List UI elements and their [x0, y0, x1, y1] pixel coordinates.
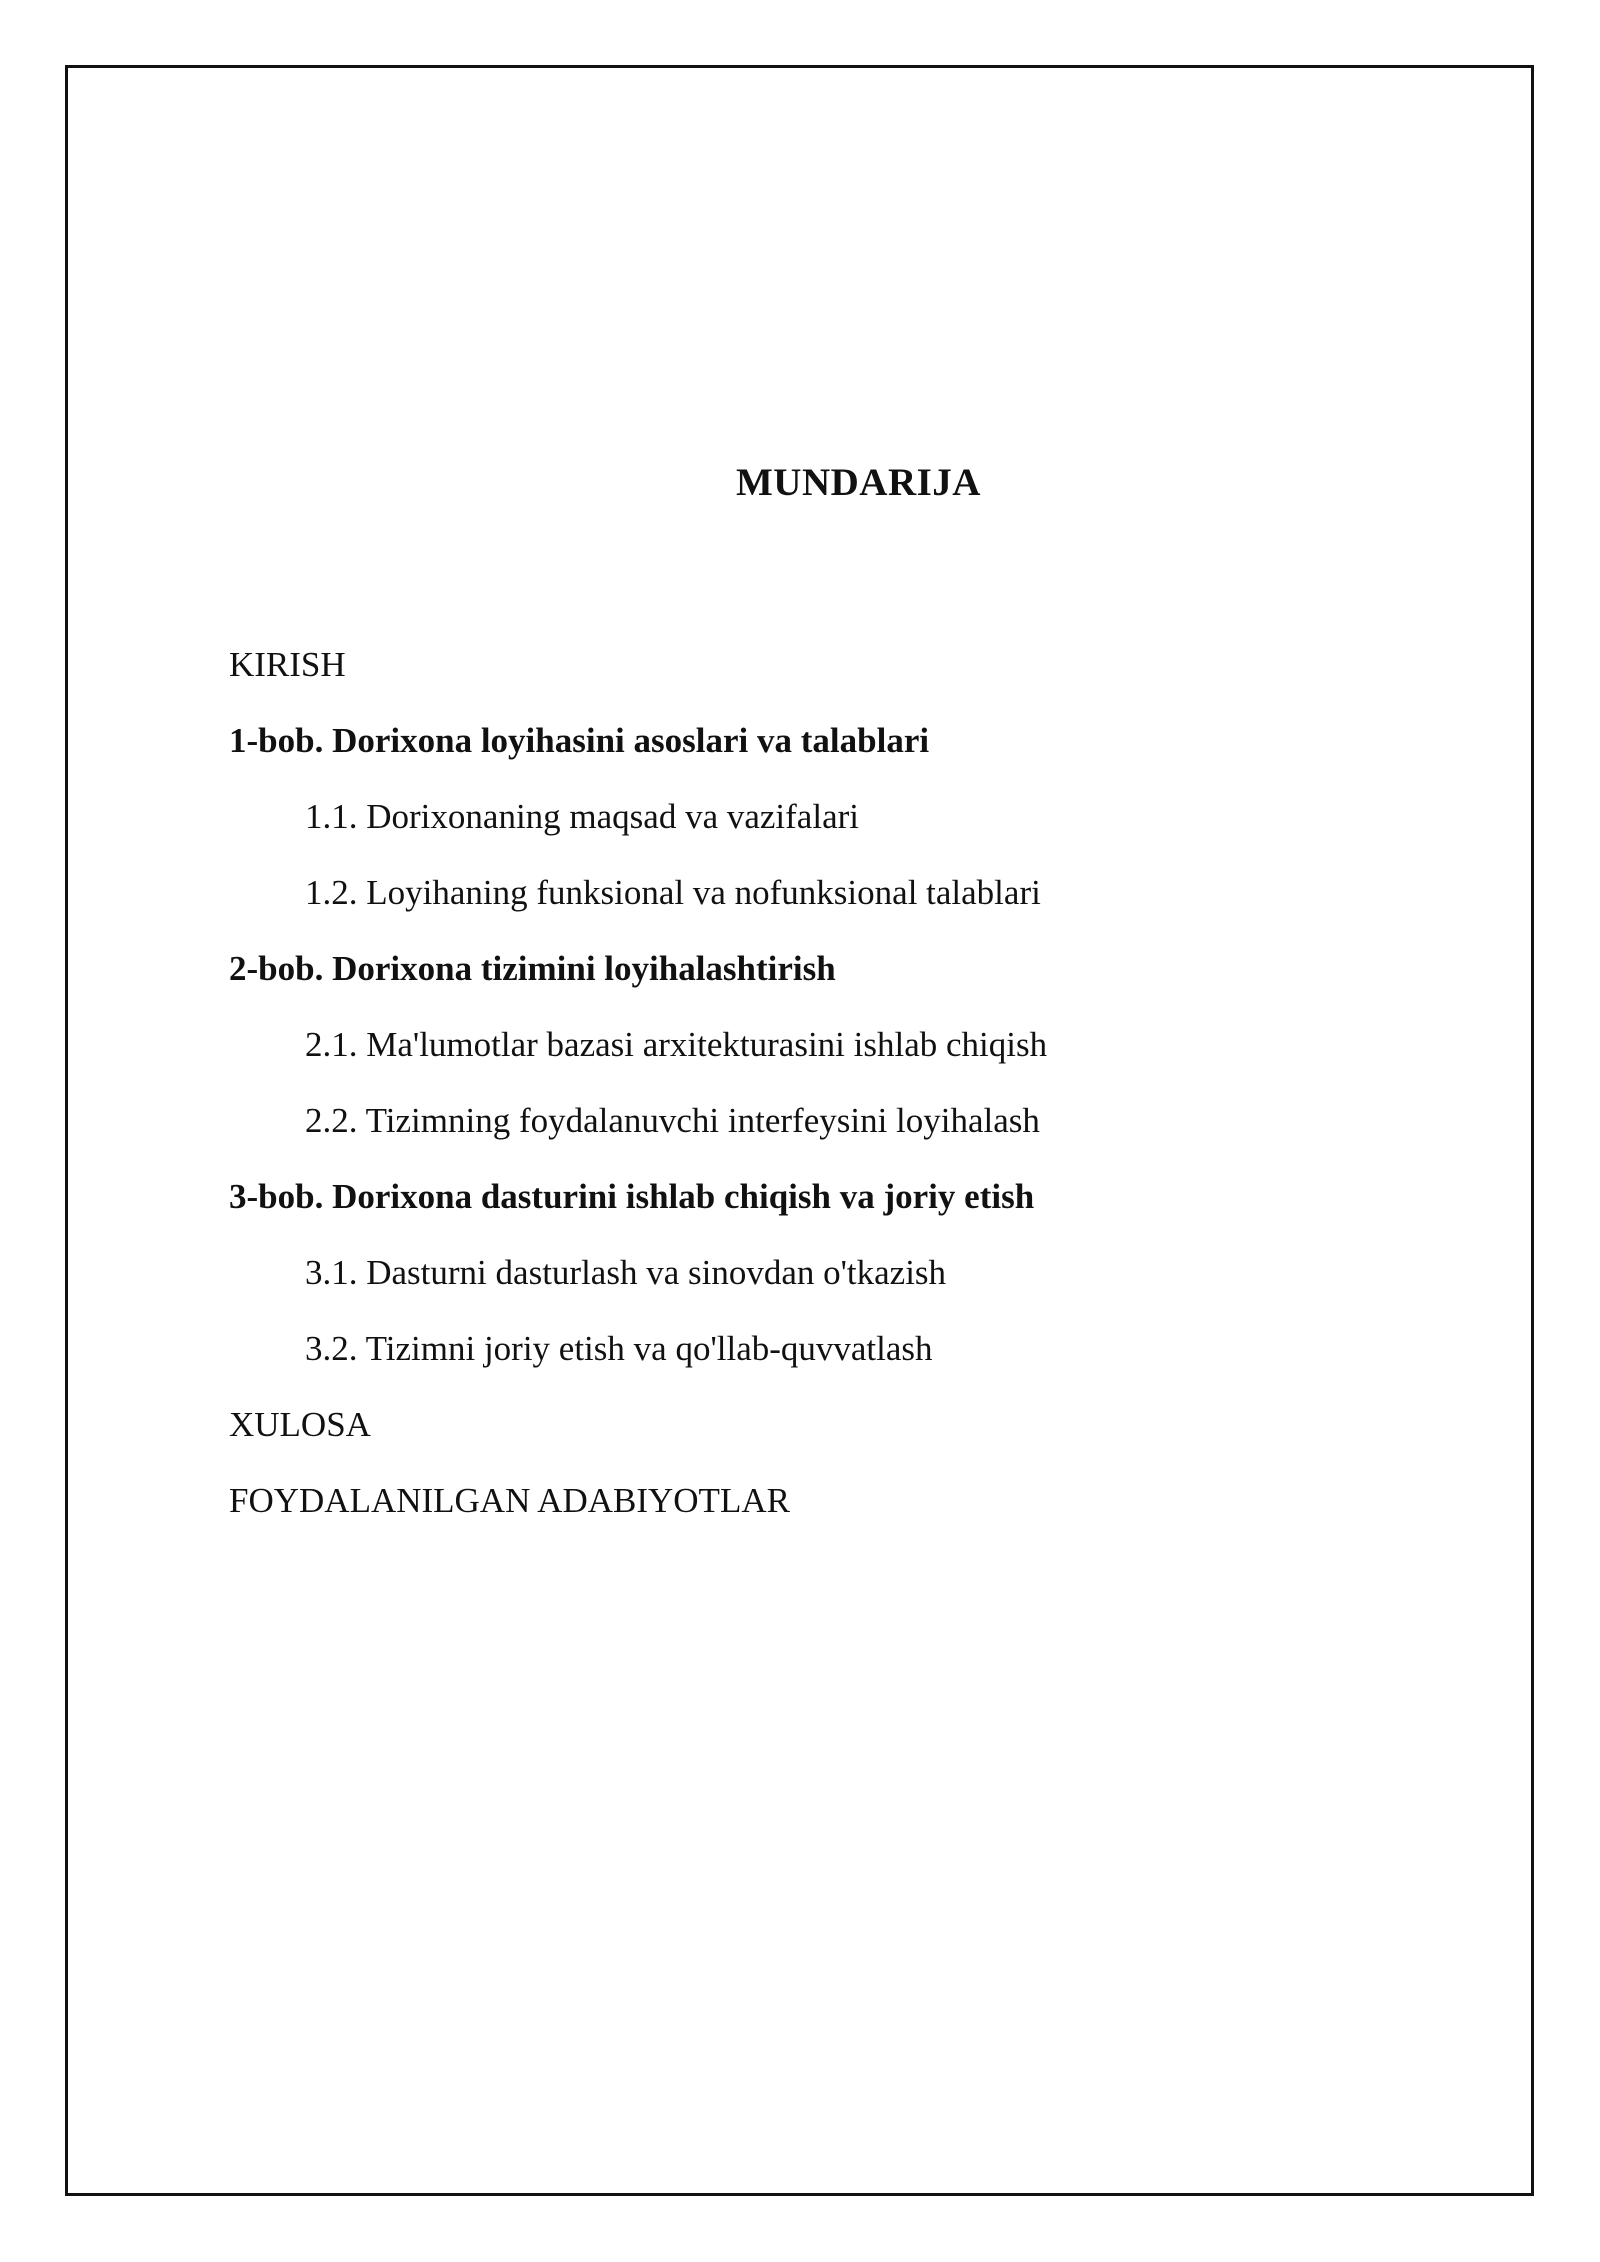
toc-section-2-1: 2.1. Ma'lumotlar bazasi arxitekturasini ishlab chiqish	[305, 1025, 1048, 1064]
toc-chapter-1: 1-bob. Dorixona loyihasini asoslari va talablari	[229, 721, 930, 760]
toc-section-1-2: 1.2. Loyihaning funksional va nofunksional talablari	[305, 873, 1041, 912]
toc-entry-conclusion: XULOSA	[229, 1405, 371, 1444]
table-of-contents	[229, 640, 1047, 1552]
toc-entry-references: FOYDALANILGAN ADABIYOTLAR	[229, 1481, 790, 1520]
toc-section-1-1: 1.1. Dorixonaning maqsad va vazifalari	[305, 797, 859, 836]
toc-entry-introduction: KIRISH	[229, 645, 346, 684]
toc-section-3-1: 3.1. Dasturni dasturlash va sinovdan o'tkazish	[305, 1253, 947, 1292]
page-title: MUNDARIJA	[736, 461, 981, 504]
toc-section-3-2: 3.2. Tizimni joriy etish va qo'llab-quvvatlash	[305, 1329, 933, 1368]
toc-chapter-3: 3-bob. Dorixona dasturini ishlab chiqish va joriy etish	[229, 1177, 1035, 1216]
toc-section-2-2: 2.2. Tizimning foydalanuvchi interfeysini loyihalash	[305, 1101, 1040, 1140]
toc-chapter-2: 2-bob. Dorixona tizimini loyihalashtirish	[229, 949, 836, 988]
